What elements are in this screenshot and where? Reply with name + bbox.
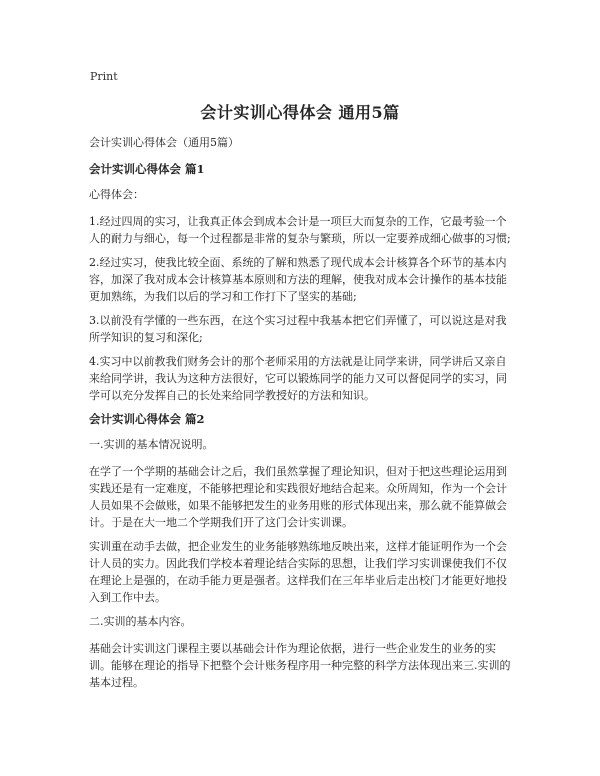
paragraph: 在学了一个学期的基础会计之后，我们虽然掌握了理论知识，但对于把这些理论运用到实践还是有一定难度，不能够把理论和实践很好地结合起来。众所周知，作为一个会计人员如果不会做账，如果不能够把发生的业务用账的形式体现出来，那么就不能算做会计。于是在大一地二个学期我们开了这门会计实训课。 [89,465,507,529]
section2-subheading-1: 一.实训的基本情况说明。 [89,438,214,451]
print-label[interactable]: Print [90,70,118,83]
section2-subheading-2: 二.实训的基本内容。 [89,615,192,628]
paragraph: 实训重在动手去做，把企业发生的业务能够熟练地反映出来，这样才能证明作为一个会计人员的实力。因此我们学校本着理论结合实际的思想，让我们学习实训课使我们不仅在理论上是强的，在动手能力更是强者。这样我们在三年毕业后走出校门才能更好地投入到工作中去。 [89,540,507,604]
page-title: 会计实训心得体会 通用5篇 [200,103,400,122]
paragraph: 3.以前没有学懂的一些东西，在这个实习过程中我基本把它们弄懂了，可以说这是对我所学知识的复习和深化; [89,314,507,344]
paragraph: 基础会计实训这门课程主要以基础会计作为理论依据，进行一些企业发生的业务的实训。能够在理论的指导下把整个会计账务程序用一种完整的科学方法体现出来三.实训的基本过程。 [89,642,511,689]
paragraph: 4.实习中以前教我们财务会计的那个老师采用的方法就是让同学来讲，同学讲后又亲自来给同学讲，我认为这种方法很好，它可以锻炼同学的能力又可以督促同学的实习，同学可以充分发挥自己的长处来给同学教授好的方法和知识。 [89,355,507,402]
document-body [89,134,515,698]
section-heading-1: 会计实训心得体会 篇1 [89,162,205,176]
section-heading-2: 会计实训心得体会 篇2 [89,412,205,426]
paragraph: 2.经过实习，使我比较全面、系统的了解和熟悉了现代成本会计核算各个环节的基本内容，加深了我对成本会计核算基本原则和方法的理解，使我对成本会计操作的基本技能更加熟练，为我们以后的学习和工作打下了坚实的基础; [89,256,507,303]
document-subtitle: 会计实训心得体会（通用5篇） [89,136,239,149]
paragraph: 1.经过四周的实习，让我真正体会到成本会计是一项巨大而复杂的工作，它最考验一个人的耐力与细心，每一个过程都是非常的复杂与繁琐，所以一定要养成细心做事的习惯; [89,215,511,245]
section1-intro: 心得体会： [89,188,144,201]
